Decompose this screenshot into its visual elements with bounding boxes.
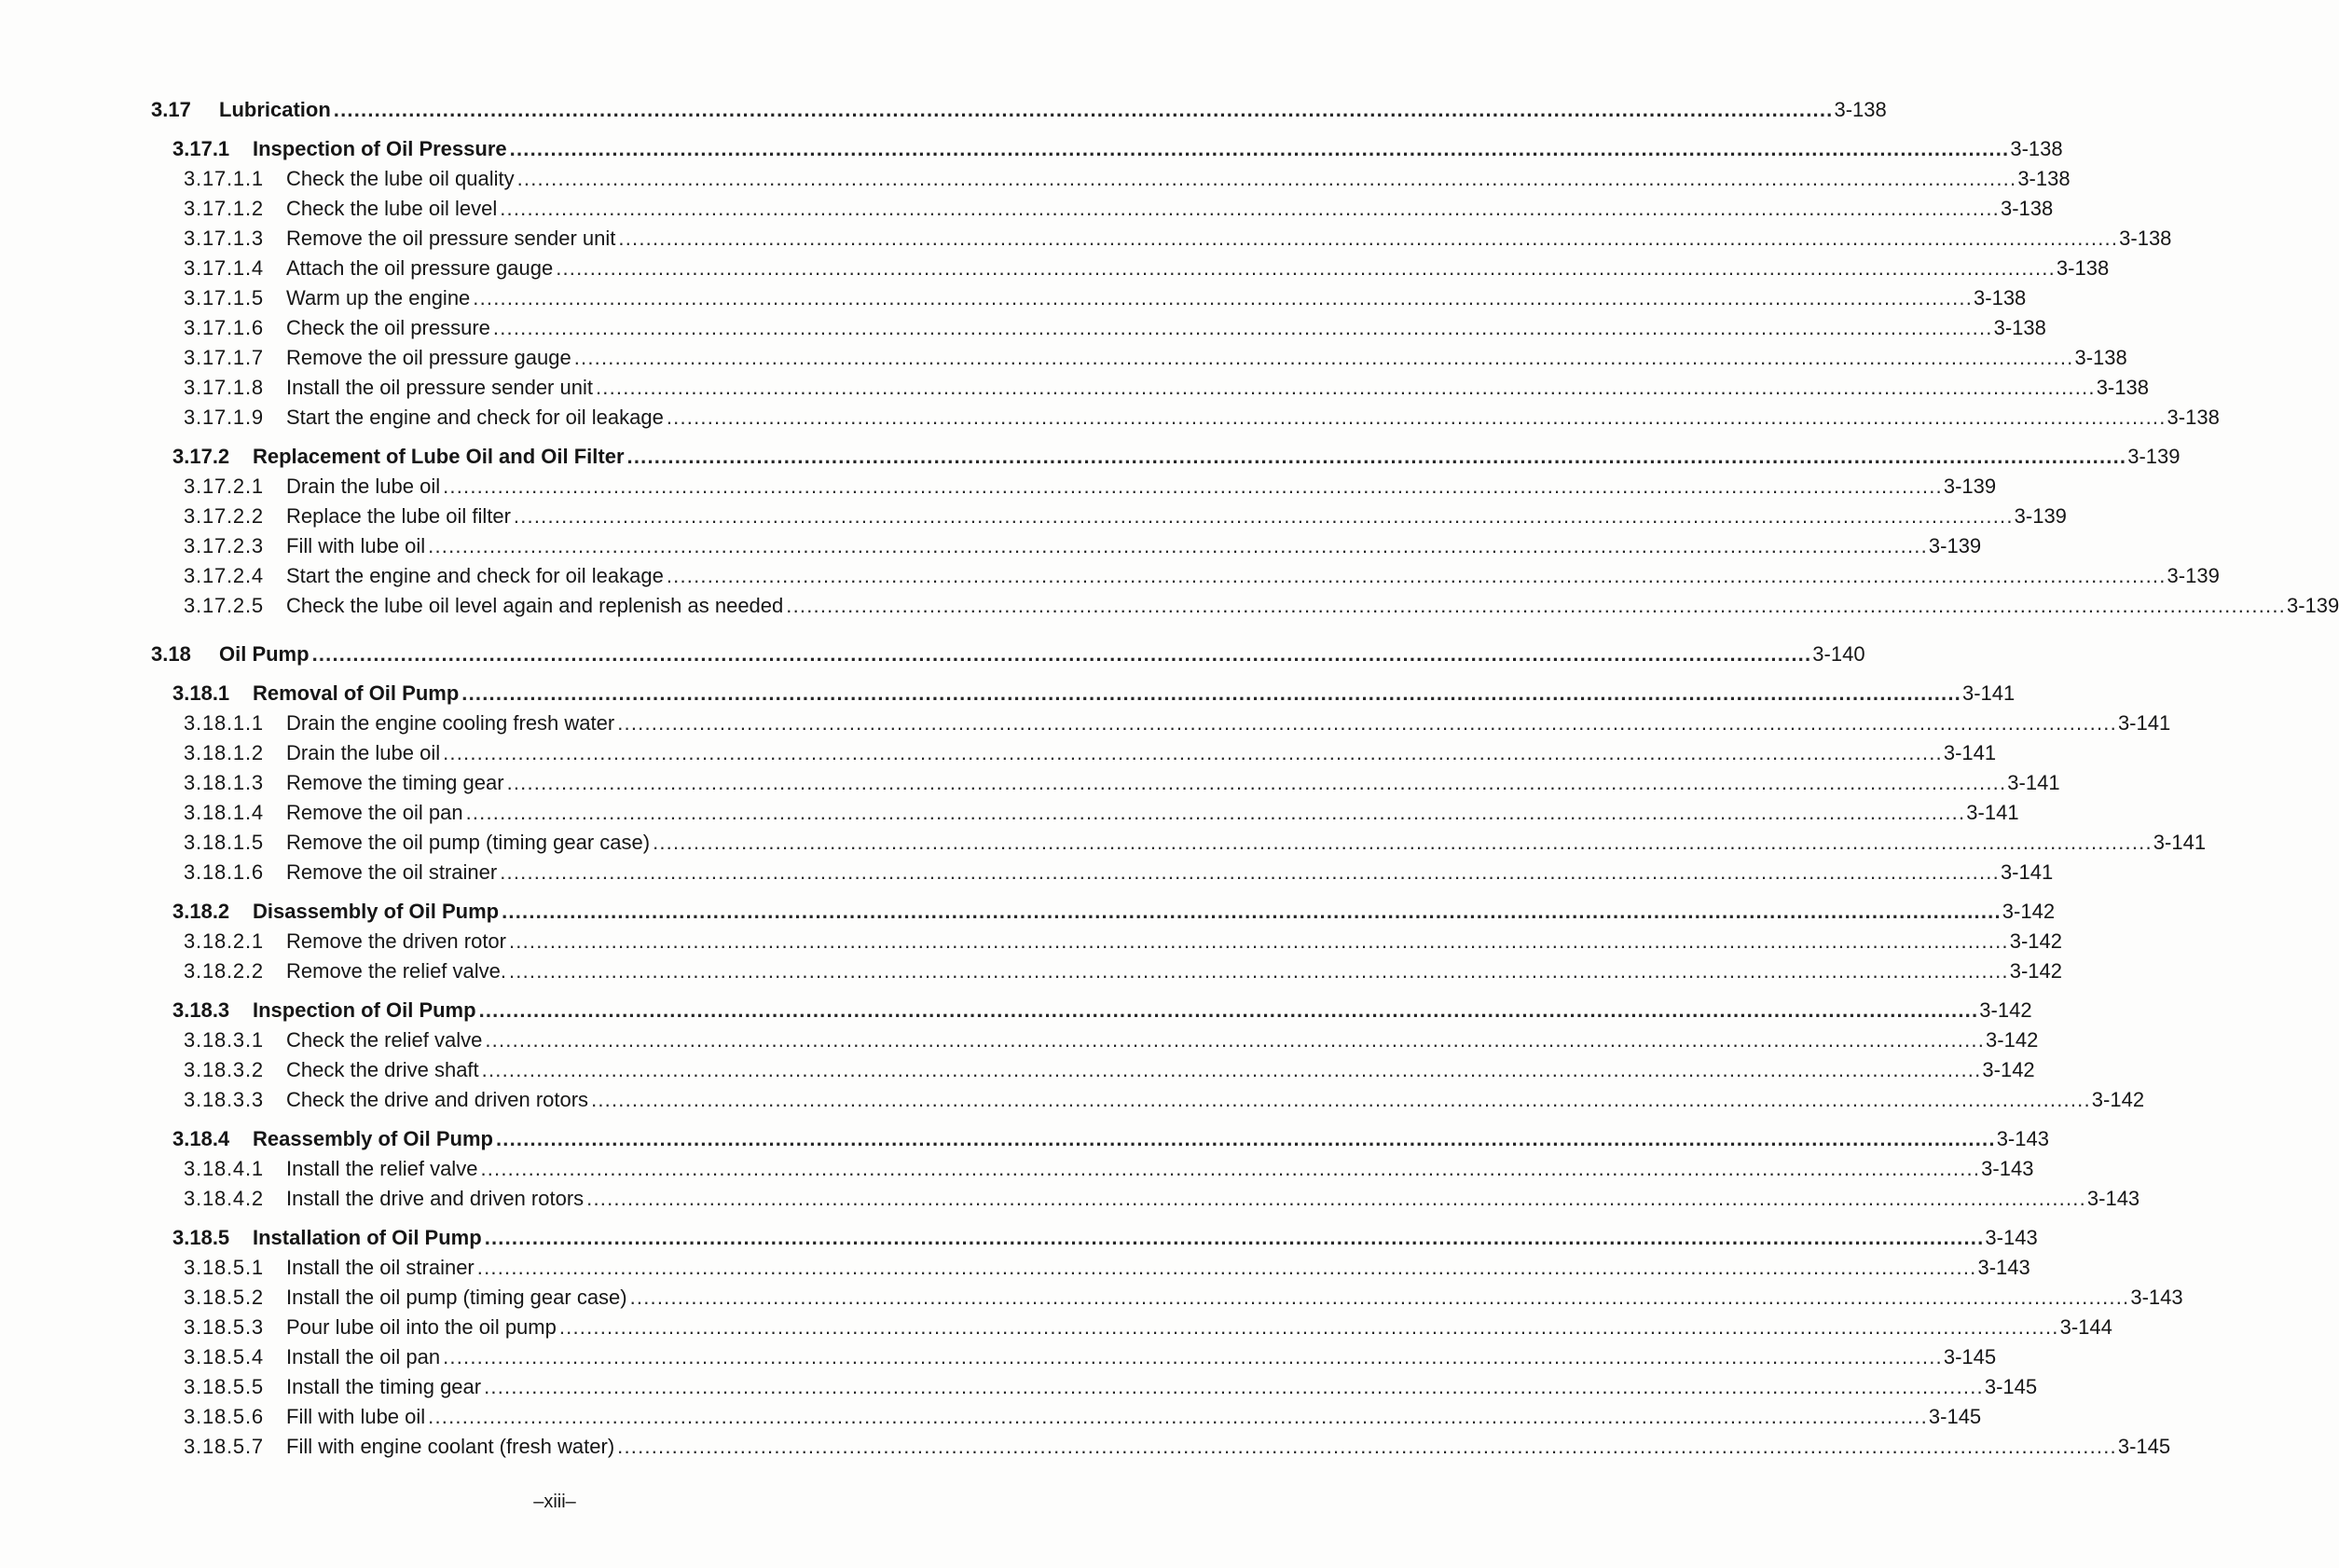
toc-entry-title: Check the drive and driven rotors xyxy=(286,1088,589,1111)
toc-entry-number: 3.18.1.6 xyxy=(184,860,264,884)
toc-entry-title: Attach the oil pressure gauge xyxy=(286,256,554,280)
toc-entry-title: Fill with engine coolant (fresh water) xyxy=(286,1435,615,1458)
toc-entry-page: 3-138 xyxy=(2000,197,2054,220)
toc-entry-page: 3-143 xyxy=(1977,1256,2030,1279)
toc-entry xyxy=(184,226,2172,252)
dot-leader: ............................................................................................................................................................................................................................ xyxy=(480,1157,1981,1180)
toc-entry xyxy=(184,375,2149,401)
toc-entry-title: Replace the lube oil filter xyxy=(286,504,511,528)
toc-entry-title: Inspection of Oil Pressure xyxy=(253,137,507,160)
dot-leader: ............................................................................................................................................................................................................................ xyxy=(502,900,2002,923)
toc-entry-title: Install the drive and driven rotors xyxy=(286,1187,585,1210)
toc-entry-number: 3.17.2 xyxy=(172,445,230,468)
toc-entry-page: 3-145 xyxy=(2117,1435,2171,1458)
toc-entry xyxy=(184,285,2027,311)
toc-entry-title: Install the timing gear xyxy=(286,1375,482,1398)
toc-entry-number: 3.18 xyxy=(151,642,191,666)
toc-entry-title: Install the oil pump (timing gear case) xyxy=(286,1286,627,1309)
toc-entry-title: Inspection of Oil Pump xyxy=(253,998,476,1022)
dot-leader: ............................................................................................................................................................................................................................ xyxy=(595,376,2096,399)
dot-leader: ............................................................................................................................................................................................................................ xyxy=(786,594,2286,617)
toc-entry-page: 3-138 xyxy=(2010,137,2063,160)
toc-entry-number: 3.18.1.4 xyxy=(184,801,264,824)
toc-entry-title: Install the relief valve xyxy=(286,1157,478,1180)
toc-entry-number: 3.18.5.4 xyxy=(184,1345,264,1369)
toc-entry-page: 3-141 xyxy=(1961,681,2016,705)
toc-entry xyxy=(184,958,2062,984)
toc-entry xyxy=(184,1057,2035,1083)
dot-leader: ............................................................................................................................................................................................................................ xyxy=(311,642,1812,666)
toc-entry-title: Remove the oil pressure gauge xyxy=(286,346,571,369)
toc-entry-number: 3.17.1.7 xyxy=(184,346,264,369)
toc-entry-page: 3-143 xyxy=(1985,1226,2038,1249)
toc-entry xyxy=(184,315,2046,341)
toc-entry-page: 3-141 xyxy=(1943,741,1997,764)
toc-entry-number: 3.18.2 xyxy=(172,900,230,923)
dot-leader: ............................................................................................................................................................................................................................ xyxy=(618,227,2119,250)
toc-entry xyxy=(184,474,1997,500)
toc-entry xyxy=(184,166,2071,192)
toc-entry-number: 3.17.1.8 xyxy=(184,376,264,399)
toc-entry-title: Disassembly of Oil Pump xyxy=(253,900,500,923)
dot-leader: ............................................................................................................................................................................................................................ xyxy=(617,1435,2117,1458)
toc-entry-number: 3.18.1.2 xyxy=(184,741,264,764)
toc-entry-title: Check the oil pressure xyxy=(286,316,490,339)
toc-entry-page: 3-142 xyxy=(1986,1028,2039,1052)
toc-entry-number: 3.18.4.1 xyxy=(184,1157,264,1180)
toc-entry-title: Remove the timing gear xyxy=(286,771,504,794)
toc-entry-page: 3-141 xyxy=(2153,831,2207,854)
toc-entry-title: Check the lube oil level again and replenish as needed xyxy=(286,594,784,617)
dot-leader: ............................................................................................................................................................................................................................ xyxy=(509,959,2009,983)
dot-leader: ............................................................................................................................................................................................................................ xyxy=(513,504,2014,528)
toc-entry-number: 3.17.1 xyxy=(172,137,230,160)
toc-entry-title: Start the engine and check for oil leakage xyxy=(286,564,664,587)
toc-entry-number: 3.17.1.5 xyxy=(184,286,264,309)
toc-entry-title: Drain the lube oil xyxy=(286,475,441,498)
dot-leader: ............................................................................................................................................................................................................................ xyxy=(481,1058,1982,1081)
toc-entry-page: 3-144 xyxy=(2059,1315,2112,1339)
toc-entry-title: Install the oil pressure sender unit xyxy=(286,376,593,399)
toc-entry xyxy=(184,1186,2140,1212)
toc-entry-page: 3-138 xyxy=(2056,256,2110,280)
toc-entry-number: 3.17.1.6 xyxy=(184,316,264,339)
toc-entry-page: 3-141 xyxy=(2007,771,2060,794)
toc-entry-number: 3.18.5.5 xyxy=(184,1375,264,1398)
toc-entry-page: 3-138 xyxy=(1993,316,2046,339)
dot-leader: ............................................................................................................................................................................................................................ xyxy=(443,475,1943,498)
dot-leader: ............................................................................................................................................................................................................................ xyxy=(556,256,2056,280)
toc-entry-page: 3-142 xyxy=(1982,1058,2035,1081)
dot-leader: ............................................................................................................................................................................................................................ xyxy=(465,801,1966,824)
toc-entry-number: 3.18.5 xyxy=(172,1226,230,1249)
toc-entry xyxy=(172,1126,2049,1152)
toc-entry-title: Remove the oil pump (timing gear case) xyxy=(286,831,651,854)
toc-entry-page: 3-145 xyxy=(1928,1405,1982,1428)
dot-leader: ............................................................................................................................................................................................................................ xyxy=(653,831,2153,854)
toc-entry-page: 3-143 xyxy=(2086,1187,2140,1210)
toc-entry xyxy=(184,533,1982,559)
toc-entry xyxy=(184,255,2110,282)
toc-entry xyxy=(184,503,2067,530)
toc-entry-page: 3-139 xyxy=(2127,445,2181,468)
toc-entry xyxy=(184,405,2220,431)
dot-leader: ............................................................................................................................................................................................................................ xyxy=(492,316,1993,339)
toc-entry-number: 3.18.1.3 xyxy=(184,771,264,794)
dot-leader: ............................................................................................................................................................................................................................ xyxy=(443,741,1943,764)
toc-entry-page: 3-142 xyxy=(2091,1088,2145,1111)
dot-leader: ............................................................................................................................................................................................................................ xyxy=(461,681,1961,705)
toc-entry-title: Remove the oil pressure sender unit xyxy=(286,227,616,250)
page-number: –xiii– xyxy=(533,1492,576,1512)
toc-entry-page: 3-142 xyxy=(2009,959,2062,983)
dot-leader: ............................................................................................................................................................................................................................ xyxy=(478,998,1979,1022)
dot-leader: ............................................................................................................................................................................................................................ xyxy=(428,1405,1928,1428)
toc-entry xyxy=(184,1314,2112,1341)
toc-entry xyxy=(184,1027,2039,1053)
dot-leader: ............................................................................................................................................................................................................................ xyxy=(473,286,1974,309)
toc-entry-title: Fill with lube oil xyxy=(286,1405,426,1428)
toc-entry xyxy=(172,997,2032,1024)
dot-leader: ............................................................................................................................................................................................................................ xyxy=(666,564,2167,587)
toc-entry xyxy=(184,1087,2145,1113)
toc-entry xyxy=(184,740,1997,766)
toc-entry xyxy=(184,928,2062,955)
dot-leader: ............................................................................................................................................................................................................................ xyxy=(516,167,2017,190)
toc-entry-title: Fill with lube oil xyxy=(286,534,426,557)
toc-entry xyxy=(172,136,2063,162)
dot-leader: ............................................................................................................................................................................................................................ xyxy=(333,98,1834,121)
toc-entry-title: Check the drive shaft xyxy=(286,1058,479,1081)
dot-leader: ............................................................................................................................................................................................................................ xyxy=(485,1028,1986,1052)
dot-leader: ............................................................................................................................................................................................................................ xyxy=(558,1315,2059,1339)
toc-entry-number: 3.17.1.4 xyxy=(184,256,264,280)
toc-entry-page: 3-142 xyxy=(2009,929,2062,953)
toc-entry xyxy=(184,800,2019,826)
toc-entry-number: 3.18.2.2 xyxy=(184,959,264,983)
toc-entry-page: 3-139 xyxy=(2286,594,2339,617)
toc-entry-number: 3.17.1.2 xyxy=(184,197,264,220)
toc-entry xyxy=(184,1285,2183,1311)
dot-leader: ............................................................................................................................................................................................................................ xyxy=(629,1286,2130,1309)
toc-entry-title: Start the engine and check for oil leakage xyxy=(286,406,664,429)
toc-entry-page: 3-140 xyxy=(1812,642,1865,666)
toc-entry-title: Check the lube oil quality xyxy=(286,167,515,190)
toc-entry-number: 3.18.5.6 xyxy=(184,1405,264,1428)
dot-leader: ............................................................................................................................................................................................................................ xyxy=(484,1375,1984,1398)
toc-entry-number: 3.18.1.5 xyxy=(184,831,264,854)
toc-entry-title: Check the relief valve xyxy=(286,1028,483,1052)
toc-entry-number: 3.18.4.2 xyxy=(184,1187,264,1210)
dot-leader: ............................................................................................................................................................................................................................ xyxy=(500,860,2000,884)
toc-entry-page: 3-138 xyxy=(1834,98,1887,121)
toc-entry xyxy=(151,97,1887,123)
dot-leader: ............................................................................................................................................................................................................................ xyxy=(509,929,2009,953)
dot-leader: ............................................................................................................................................................................................................................ xyxy=(500,197,2000,220)
toc-entry xyxy=(184,563,2220,589)
toc-entry-title: Drain the engine cooling fresh water xyxy=(286,711,615,735)
toc-entry xyxy=(184,593,2339,619)
dot-leader: ............................................................................................................................................................................................................................ xyxy=(509,137,2010,160)
toc-entry xyxy=(184,710,2171,736)
toc-entry xyxy=(184,860,2054,886)
toc-entry-number: 3.18.1 xyxy=(172,681,230,705)
toc-entry xyxy=(184,1344,1997,1370)
toc-entry-number: 3.18.5.7 xyxy=(184,1435,264,1458)
toc-entry-page: 3-143 xyxy=(2130,1286,2183,1309)
toc-entry-number: 3.17.1.1 xyxy=(184,167,264,190)
toc-entry-title: Warm up the engine xyxy=(286,286,471,309)
toc-entry-page: 3-141 xyxy=(2000,860,2054,884)
toc-entry-number: 3.17.2.4 xyxy=(184,564,264,587)
toc-entry-number: 3.17.1.9 xyxy=(184,406,264,429)
toc-entry-number: 3.18.5.2 xyxy=(184,1286,264,1309)
toc-entry-number: 3.17.1.3 xyxy=(184,227,264,250)
toc-entry-title: Replacement of Lube Oil and Oil Filter xyxy=(253,445,625,468)
toc-entry xyxy=(151,641,1865,667)
toc-entry-number: 3.17.2.2 xyxy=(184,504,264,528)
toc-entry xyxy=(184,345,2127,371)
toc-entry-title: Installation of Oil Pump xyxy=(253,1226,482,1249)
toc-entry xyxy=(172,681,2016,707)
toc-entry xyxy=(172,899,2056,925)
toc-entry-title: Remove the driven rotor xyxy=(286,929,506,953)
toc-entry-number: 3.18.5.1 xyxy=(184,1256,264,1279)
toc-entry-page: 3-145 xyxy=(1984,1375,2038,1398)
toc-entry-number: 3.17 xyxy=(151,98,191,121)
toc-entry-number: 3.17.2.1 xyxy=(184,475,264,498)
dot-leader: ............................................................................................................................................................................................................................ xyxy=(443,1345,1943,1369)
toc-entry-number: 3.18.3.2 xyxy=(184,1058,264,1081)
dot-leader: ............................................................................................................................................................................................................................ xyxy=(484,1226,1985,1249)
toc-entry xyxy=(184,1404,1982,1430)
dot-leader: ............................................................................................................................................................................................................................ xyxy=(495,1127,1996,1150)
toc-entry-page: 3-139 xyxy=(1943,475,1997,498)
toc-entry-page: 3-143 xyxy=(1996,1127,2049,1150)
toc-entry-title: Install the oil strainer xyxy=(286,1256,475,1279)
toc-entry xyxy=(172,1225,2038,1251)
dot-leader: ............................................................................................................................................................................................................................ xyxy=(666,406,2167,429)
toc-entry xyxy=(184,830,2207,856)
toc-entry-title: Pour lube oil into the oil pump xyxy=(286,1315,557,1339)
toc-entry xyxy=(184,1374,2038,1400)
toc-entry-number: 3.17.2.5 xyxy=(184,594,264,617)
toc-entry-title: Reassembly of Oil Pump xyxy=(253,1127,493,1150)
toc-entry xyxy=(172,444,2181,470)
toc-entry-page: 3-138 xyxy=(2074,346,2127,369)
dot-leader: ............................................................................................................................................................................................................................ xyxy=(428,534,1928,557)
toc-entry-page: 3-141 xyxy=(1966,801,2019,824)
dot-leader: ............................................................................................................................................................................................................................ xyxy=(591,1088,2091,1111)
toc-entry-title: Removal of Oil Pump xyxy=(253,681,460,705)
toc-entry-number: 3.18.3 xyxy=(172,998,230,1022)
toc-entry-title: Lubrication xyxy=(219,98,331,121)
toc-entry-title: Install the oil pan xyxy=(286,1345,441,1369)
dot-leader: ............................................................................................................................................................................................................................ xyxy=(626,445,2127,468)
toc-entry-page: 3-138 xyxy=(2017,167,2071,190)
toc-entry-title: Remove the oil strainer xyxy=(286,860,498,884)
toc-entry-page: 3-139 xyxy=(2167,564,2220,587)
toc-entry xyxy=(184,1255,2030,1281)
toc-entry-title: Remove the relief valve. xyxy=(286,959,506,983)
toc-entry-page: 3-145 xyxy=(1943,1345,1997,1369)
dot-leader: ............................................................................................................................................................................................................................ xyxy=(476,1256,1977,1279)
toc-entry-number: 3.18.4 xyxy=(172,1127,230,1150)
toc-entry-number: 3.18.3.1 xyxy=(184,1028,264,1052)
toc-entry-page: 3-139 xyxy=(1928,534,1982,557)
dot-leader: ............................................................................................................................................................................................................................ xyxy=(617,711,2117,735)
toc-entry-page: 3-138 xyxy=(2096,376,2149,399)
toc-entry-page: 3-142 xyxy=(2002,900,2056,923)
toc-entry xyxy=(184,1434,2171,1460)
dot-leader: ............................................................................................................................................................................................................................ xyxy=(573,346,2074,369)
toc-entry-number: 3.18.3.3 xyxy=(184,1088,264,1111)
toc-entry-page: 3-138 xyxy=(2119,227,2172,250)
toc-entry-page: 3-138 xyxy=(2167,406,2220,429)
toc-entry xyxy=(184,196,2054,222)
toc-entry-page: 3-143 xyxy=(1981,1157,2034,1180)
toc-entry-page: 3-139 xyxy=(2014,504,2067,528)
toc-entry-title: Remove the oil pan xyxy=(286,801,463,824)
toc-entry-number: 3.18.1.1 xyxy=(184,711,264,735)
toc-entry xyxy=(184,1156,2034,1182)
toc-entry-title: Check the lube oil level xyxy=(286,197,498,220)
toc-entry-page: 3-141 xyxy=(2117,711,2171,735)
toc-entry-number: 3.18.2.1 xyxy=(184,929,264,953)
toc-entry xyxy=(184,770,2060,796)
toc-entry-page: 3-138 xyxy=(1974,286,2027,309)
toc-entry-title: Drain the lube oil xyxy=(286,741,441,764)
toc-entry-page: 3-142 xyxy=(1979,998,2032,1022)
dot-leader: ............................................................................................................................................................................................................................ xyxy=(586,1187,2086,1210)
dot-leader: ............................................................................................................................................................................................................................ xyxy=(506,771,2007,794)
toc-entry-title: Oil Pump xyxy=(219,642,310,666)
toc-entry-number: 3.18.5.3 xyxy=(184,1315,264,1339)
toc-entry-number: 3.17.2.3 xyxy=(184,534,264,557)
